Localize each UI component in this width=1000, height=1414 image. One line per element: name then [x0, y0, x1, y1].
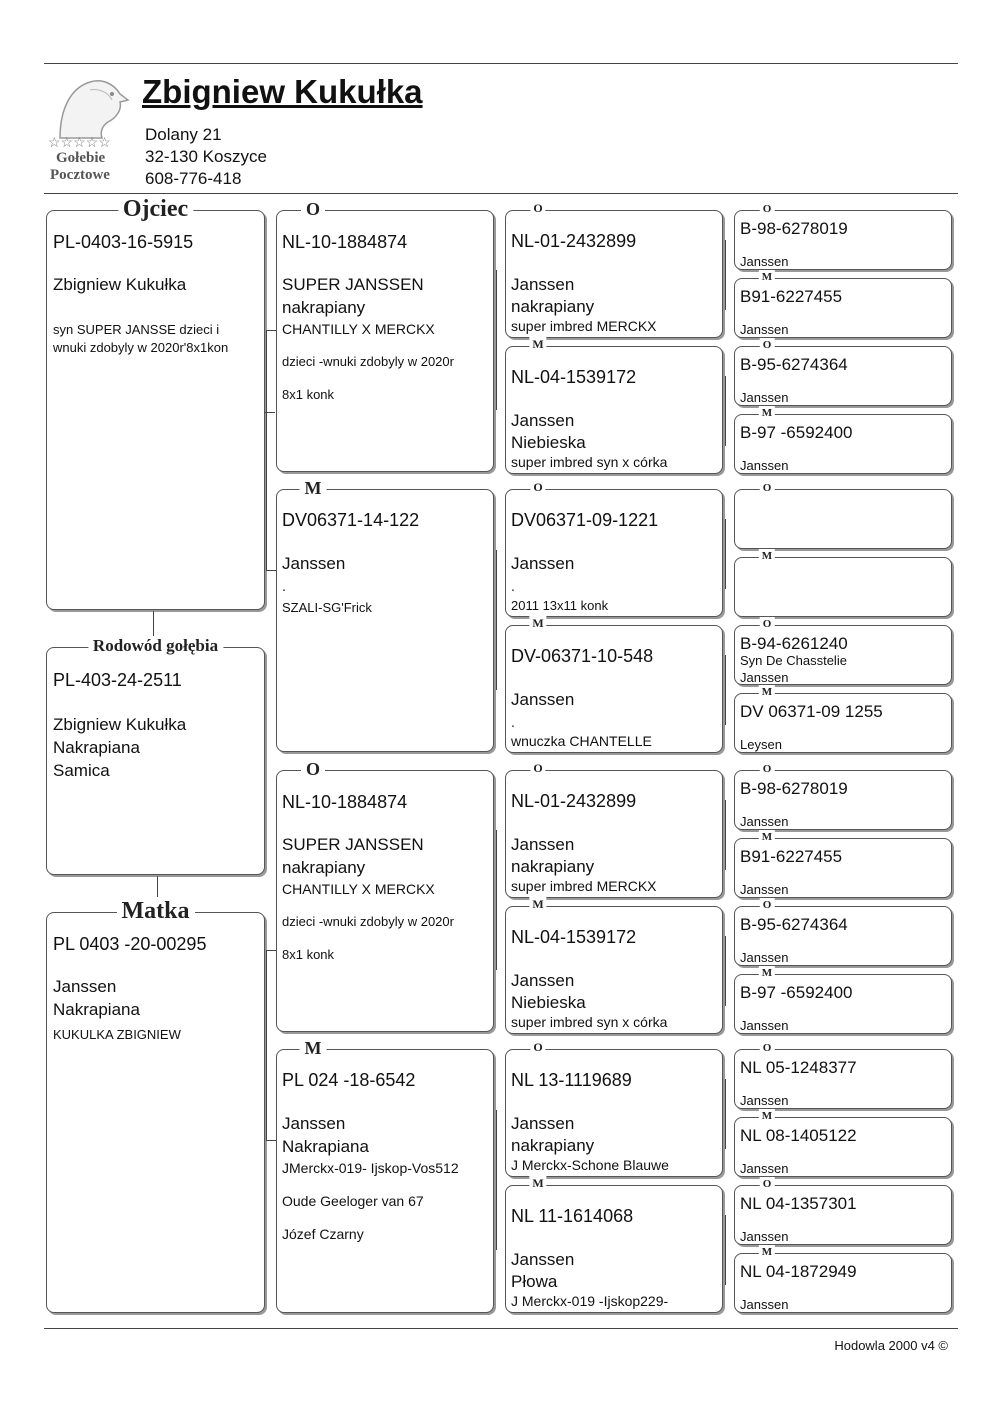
mother-color: Nakrapiana [53, 1000, 140, 1019]
sex-label-m: M [759, 966, 775, 980]
g2-ring: NL-10-1884874 [282, 232, 408, 252]
connector [266, 950, 267, 1140]
g3-card [505, 1176, 723, 1313]
g3-card [505, 201, 723, 338]
sex-label-o: O [760, 762, 775, 776]
sex-label-m: M [529, 616, 546, 630]
g4-card [734, 339, 952, 406]
sex-label-o: O [530, 761, 545, 775]
g3-color: Niebieska [511, 993, 586, 1012]
sex-label-m: M [759, 1245, 775, 1259]
g4-ring: B-94-6261240 [740, 634, 848, 653]
connector [266, 570, 276, 571]
g2-ring: PL 024 -18-6542 [282, 1070, 416, 1090]
g2-note-1: CHANTILLY X MERCKX [282, 881, 435, 897]
g3-ring: NL-01-2432899 [511, 231, 637, 251]
g4-breed: Janssen [740, 1161, 789, 1176]
breeder-phone: 608-776-418 [145, 169, 242, 188]
g4-ring: DV 06371-09 1255 [740, 702, 883, 721]
g3-color: . [511, 578, 515, 594]
g4-card [734, 1246, 952, 1313]
g4-card [734, 763, 952, 830]
connector [725, 1215, 726, 1285]
logo [46, 70, 132, 186]
g3-breed: Janssen [511, 690, 575, 709]
connector [725, 240, 726, 310]
g3-note: wnuczka CHANTELLE [511, 733, 652, 749]
g2-note-1: CHANTILLY X MERCKX [282, 321, 435, 337]
sex-label-m: M [759, 406, 775, 420]
software-credit: Hodowla 2000 v4 © [834, 1338, 948, 1353]
g2-breed: Janssen [282, 554, 346, 573]
g2-color: nakrapiany [282, 298, 366, 317]
grandparent-card-ff [276, 199, 494, 472]
connector [725, 376, 726, 446]
g2-note-2: Oude Geeloger van 67 [282, 1193, 424, 1209]
g3-breed: Janssen [511, 554, 575, 573]
father-note-2: wnuki zdobyly w 2020r'8x1kon [53, 340, 229, 355]
g2-breed: Janssen [282, 1114, 346, 1133]
g4-ring: B-95-6274364 [740, 915, 848, 934]
g4-card [734, 1178, 952, 1245]
g4-card [734, 1110, 952, 1177]
breeder-address-line1: Dolany 21 [145, 125, 222, 144]
g3-ring: NL-04-1539172 [511, 367, 637, 387]
sex-label-m: M [529, 1176, 546, 1190]
g4-breed: Janssen [740, 882, 789, 897]
g3-breed: Janssen [511, 1250, 575, 1269]
sex-label-m: M [759, 549, 775, 563]
g2-note-1: JMerckx-019- Ijskop-Vos512 [282, 1160, 459, 1176]
sex-label-o: O [760, 1177, 775, 1191]
g3-breed: Janssen [511, 971, 575, 990]
g3-card [505, 897, 723, 1034]
g4-ring: B-97 -6592400 [740, 423, 853, 442]
sex-label-o: O [760, 338, 775, 352]
sex-label-m: M [759, 685, 775, 699]
grandparent-card-mf [276, 759, 494, 1032]
connector [496, 830, 497, 970]
connector [266, 330, 267, 570]
g3-breed: Janssen [511, 275, 575, 294]
connector [725, 1079, 726, 1149]
sex-label-o: O [760, 481, 775, 495]
g3-card [505, 1040, 723, 1177]
sex-label-o: O [301, 759, 325, 779]
g4-card [734, 550, 952, 617]
sex-label-o: O [301, 199, 325, 219]
connector [266, 1140, 276, 1141]
grandparent-card-fm [276, 478, 494, 752]
g4-card [734, 618, 952, 685]
g2-breed: SUPER JANSSEN [282, 835, 424, 854]
g4-card [734, 1042, 952, 1109]
g4-ring: B-97 -6592400 [740, 983, 853, 1002]
g3-card [505, 480, 723, 617]
connector [725, 519, 726, 589]
g4-breed: Janssen [740, 390, 789, 405]
g4-ring: NL 08-1405122 [740, 1126, 857, 1145]
g3-color: Niebieska [511, 433, 586, 452]
g3-ring: DV06371-09-1221 [511, 510, 659, 530]
g2-note-3: Józef Czarny [282, 1226, 364, 1242]
g3-breed: Janssen [511, 1114, 575, 1133]
father-label: Ojciec [118, 195, 193, 223]
g4-breed: Janssen [740, 814, 789, 829]
g3-ring: DV-06371-10-548 [511, 646, 654, 666]
g4-card [734, 271, 952, 338]
g4-breed: Janssen [740, 254, 789, 269]
g3-color: nakrapiany [511, 857, 595, 876]
sex-label-o: O [530, 1040, 545, 1054]
g4-card [734, 967, 952, 1034]
top-rule [44, 63, 958, 64]
g4-card [734, 482, 952, 549]
g2-note-3: 8x1 konk [282, 387, 335, 402]
subject-ring: PL-403-24-2511 [53, 670, 182, 690]
subject-color: Nakrapiana [53, 738, 140, 757]
g3-card [505, 761, 723, 898]
g3-note: 2011 13x11 konk [511, 598, 609, 613]
sex-label-m: M [529, 337, 546, 351]
g4-breed: Janssen [740, 1229, 789, 1244]
g3-color: . [511, 714, 515, 730]
g4-breed: Janssen [740, 1093, 789, 1108]
g4-ring: NL 04-1357301 [740, 1194, 857, 1213]
g4-ring: B91-6227455 [740, 847, 843, 866]
father-card [46, 196, 265, 610]
g2-ring: NL-10-1884874 [282, 792, 408, 812]
g4-ring: NL 05-1248377 [740, 1058, 857, 1077]
mother-note: KUKULKA ZBIGNIEW [53, 1027, 181, 1042]
father-ring: PL-0403-16-5915 [53, 232, 194, 252]
sex-label-o: O [760, 1041, 775, 1055]
grandparent-card-mm [276, 1038, 494, 1313]
header-rule [44, 193, 958, 194]
g4-ring: B-98-6278019 [740, 779, 848, 798]
g3-breed: Janssen [511, 835, 575, 854]
g3-note: super imbred syn x córka [511, 454, 668, 470]
sex-label-m: M [300, 1038, 327, 1058]
g4-breed: Janssen [740, 1018, 789, 1033]
pedigree-label: Rodowód gołębia [88, 636, 223, 656]
mother-breed: Janssen [53, 977, 117, 996]
connector [266, 330, 276, 331]
sex-label-m: M [759, 830, 775, 844]
father-note-1: syn SUPER JANSSE dzieci i [53, 322, 220, 337]
mother-ring: PL 0403 -20-00295 [53, 934, 207, 954]
g2-breed: SUPER JANSSEN [282, 275, 424, 294]
connector [725, 800, 726, 870]
g3-ring: NL-01-2432899 [511, 791, 637, 811]
g4-card [734, 686, 952, 753]
sex-label-m: M [529, 897, 546, 911]
g3-card [505, 337, 723, 474]
sex-label-m: M [300, 478, 327, 498]
logo-stars: ☆☆☆☆☆ [48, 134, 111, 150]
g3-color: nakrapiany [511, 297, 595, 316]
g4-ring: B-98-6278019 [740, 219, 848, 238]
subject-sex: Samica [53, 761, 110, 780]
g2-ring: DV06371-14-122 [282, 510, 420, 530]
g2-note-3: 8x1 konk [282, 947, 335, 962]
sex-label-o: O [530, 480, 545, 494]
mother-card [46, 898, 265, 1313]
g3-color: nakrapiany [511, 1136, 595, 1155]
connector [725, 936, 726, 1006]
connector [496, 270, 497, 410]
g4-breed: Janssen [740, 322, 789, 337]
connector [496, 1110, 497, 1250]
logo-text-1: Gołebie [56, 150, 106, 166]
g4-card [734, 203, 952, 270]
g2-color: nakrapiany [282, 858, 366, 877]
g4-card [734, 407, 952, 474]
g2-color: Nakrapiana [282, 1137, 369, 1156]
subject-owner: Zbigniew Kukułka [53, 715, 187, 734]
pigeon-icon [50, 70, 130, 140]
g4-breed: Janssen [740, 1297, 789, 1312]
breeder-address-line2: 32-130 Koszyce [145, 147, 267, 166]
connector [496, 550, 497, 690]
g4-extra: Syn De Chasstelie [740, 653, 847, 668]
g2-note-2: dzieci -wnuki zdobyly w 2020r [282, 914, 454, 929]
g4-card [734, 831, 952, 898]
g3-ring: NL-04-1539172 [511, 927, 637, 947]
g4-breed: Janssen [740, 670, 789, 685]
g2-note-1: SZALI-SG'Frick [282, 600, 372, 615]
g4-breed: Janssen [740, 458, 789, 473]
g3-note: super imbred MERCKX [511, 878, 657, 894]
mother-label: Matka [117, 897, 195, 925]
footer-rule [44, 1328, 958, 1329]
connector [725, 655, 726, 725]
g3-color: Płowa [511, 1272, 558, 1291]
logo-text-2: Pocztowe [50, 167, 110, 183]
breeder-name: Zbigniew Kukułka [142, 73, 423, 110]
g3-note: J Merckx-019 -Ijskop229- [511, 1293, 669, 1309]
g4-breed: Janssen [740, 950, 789, 965]
g4-breed: Leysen [740, 737, 782, 752]
g2-note-2: dzieci -wnuki zdobyly w 2020r [282, 354, 454, 369]
sex-label-m: M [759, 1109, 775, 1123]
g2-dot: . [282, 578, 286, 594]
g3-ring: NL 11-1614068 [511, 1206, 634, 1226]
sex-label-m: M [759, 270, 775, 284]
g4-card [734, 899, 952, 966]
g3-card [505, 616, 723, 753]
sex-label-o: O [760, 617, 775, 631]
father-owner: Zbigniew Kukułka [53, 275, 187, 294]
g3-note: J Merckx-Schone Blauwe [511, 1157, 669, 1173]
sex-label-o: O [530, 201, 545, 215]
g4-ring: B-95-6274364 [740, 355, 848, 374]
g3-ring: NL 13-1119689 [511, 1070, 632, 1090]
g3-breed: Janssen [511, 411, 575, 430]
g4-ring: NL 04-1872949 [740, 1262, 857, 1281]
g3-note: super imbred MERCKX [511, 318, 657, 334]
sex-label-o: O [760, 898, 775, 912]
subject-card [46, 636, 265, 875]
sex-label-o: O [760, 202, 775, 216]
g3-note: super imbred syn x córka [511, 1014, 668, 1030]
g4-ring: B91-6227455 [740, 287, 843, 306]
connector [266, 950, 276, 951]
